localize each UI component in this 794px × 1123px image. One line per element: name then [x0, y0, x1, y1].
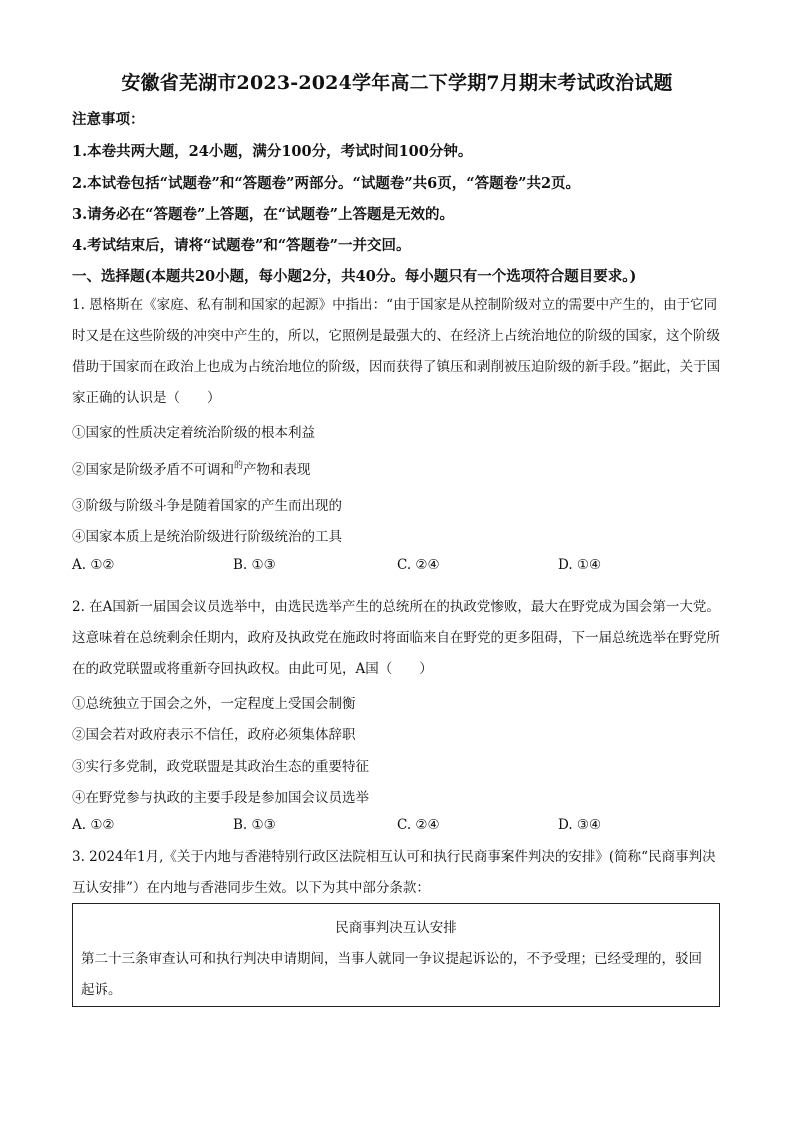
q2-option-b: B. ①③	[233, 817, 276, 833]
q1-statement-4: ④国家本质上是统治阶级进行阶级统治的工具	[72, 529, 342, 545]
q1-statement-2-superscript: 的	[234, 461, 244, 471]
q3-excerpt-title: 民商事判决互认安排	[335, 920, 457, 936]
notice-item-4: 4.考试结束后，请将“试题卷”和“答题卷”一并交回。	[72, 237, 411, 254]
question-2-stem: 2. 在A国新一届国会议员选举中，由选民选举产生的总统所在的执政党惨败，最大在野党成为国会第一大党。这意味着在总统剩余任期内，政府及执政党在施政时将面临来自在野党的更多阻碍，下一届总统选举在野党所在的政党联盟或将重新夺回执政权。由此可见，A国（ ）	[72, 599, 720, 677]
notice-item-2: 2.本试卷包括“试题卷”和“答题卷”两部分。“试题卷”共6页，“答题卷”共2页。	[72, 175, 581, 192]
q2-statement-1: ①总统独立于国会之外，一定程度上受国会制衡	[72, 696, 356, 712]
q1-statement-2-part-b: 产物和表现	[243, 462, 311, 478]
q2-statement-2: ②国会若对政府表示不信任，政府必须集体辞职	[72, 727, 356, 743]
q1-option-a: A. ①②	[72, 557, 115, 573]
q2-statement-4: ④在野党参与执政的主要手段是参加国会议员选举	[72, 790, 369, 806]
q2-statement-3: ③实行多党制，政党联盟是其政治生态的重要特征	[72, 759, 369, 775]
question-1-stem: 1. 恩格斯在《家庭、私有制和国家的起源》中指出：“由于国家是从控制阶级对立的需要中产生的，由于它同时又是在这些阶级的冲突中产生的，所以，它照例是最强大的、在经济上占统治地位的阶级的国家，这个阶级借助于国家而在政治上也成为占统治地位的阶级，因而获得了镇压和剥削被压迫阶级的新手段。”据此，关于国家正确的认识是（ ）	[72, 297, 721, 406]
notice-item-3: 3.请务必在“答题卷”上答题，在“试题卷”上答题是无效的。	[72, 206, 454, 223]
notice-item-1: 1.本卷共两大题，24小题，满分100分，考试时间100分钟。	[72, 143, 473, 160]
q2-option-c: C. ②④	[397, 817, 440, 833]
q1-statement-2-part-a: ②国家是阶级矛盾不可调和	[72, 462, 234, 478]
q1-statement-2	[72, 458, 311, 478]
q2-option-a: A. ①②	[72, 817, 115, 833]
q1-statement-1: ①国家的性质决定着统治阶级的根本利益	[72, 425, 315, 441]
q3-excerpt-text: 第二十三条审查认可和执行判决申请期间，当事人就同一争议提起诉讼的，不予受理；已经受理的，驳回起诉。	[81, 951, 702, 998]
q2-option-d: D. ③④	[558, 817, 602, 833]
q1-statement-3: ③阶级与阶级斗争是随着国家的产生而出现的	[72, 498, 342, 514]
section-heading: 一、选择题(本题共20小题，每小题2分，共40分。每小题只有一个选项符合题目要求。)	[72, 268, 637, 285]
q1-option-b: B. ①③	[233, 557, 276, 573]
q1-option-c: C. ②④	[397, 557, 440, 573]
q3-excerpt-box	[72, 903, 720, 1007]
notice-heading: 注意事项：	[72, 111, 145, 128]
question-3-stem: 3. 2024年1月,《关于内地与香港特别行政区法院相互认可和执行民商事案件判决的安排》(简称“民商事判决互认安排”）在内地与香港同步生效。以下为其中部分条款：	[72, 849, 716, 896]
page-title: 安徽省芜湖市2023-2024学年高二下学期7月期末考试政治试题	[121, 72, 673, 94]
q1-option-d: D. ①④	[558, 557, 602, 573]
